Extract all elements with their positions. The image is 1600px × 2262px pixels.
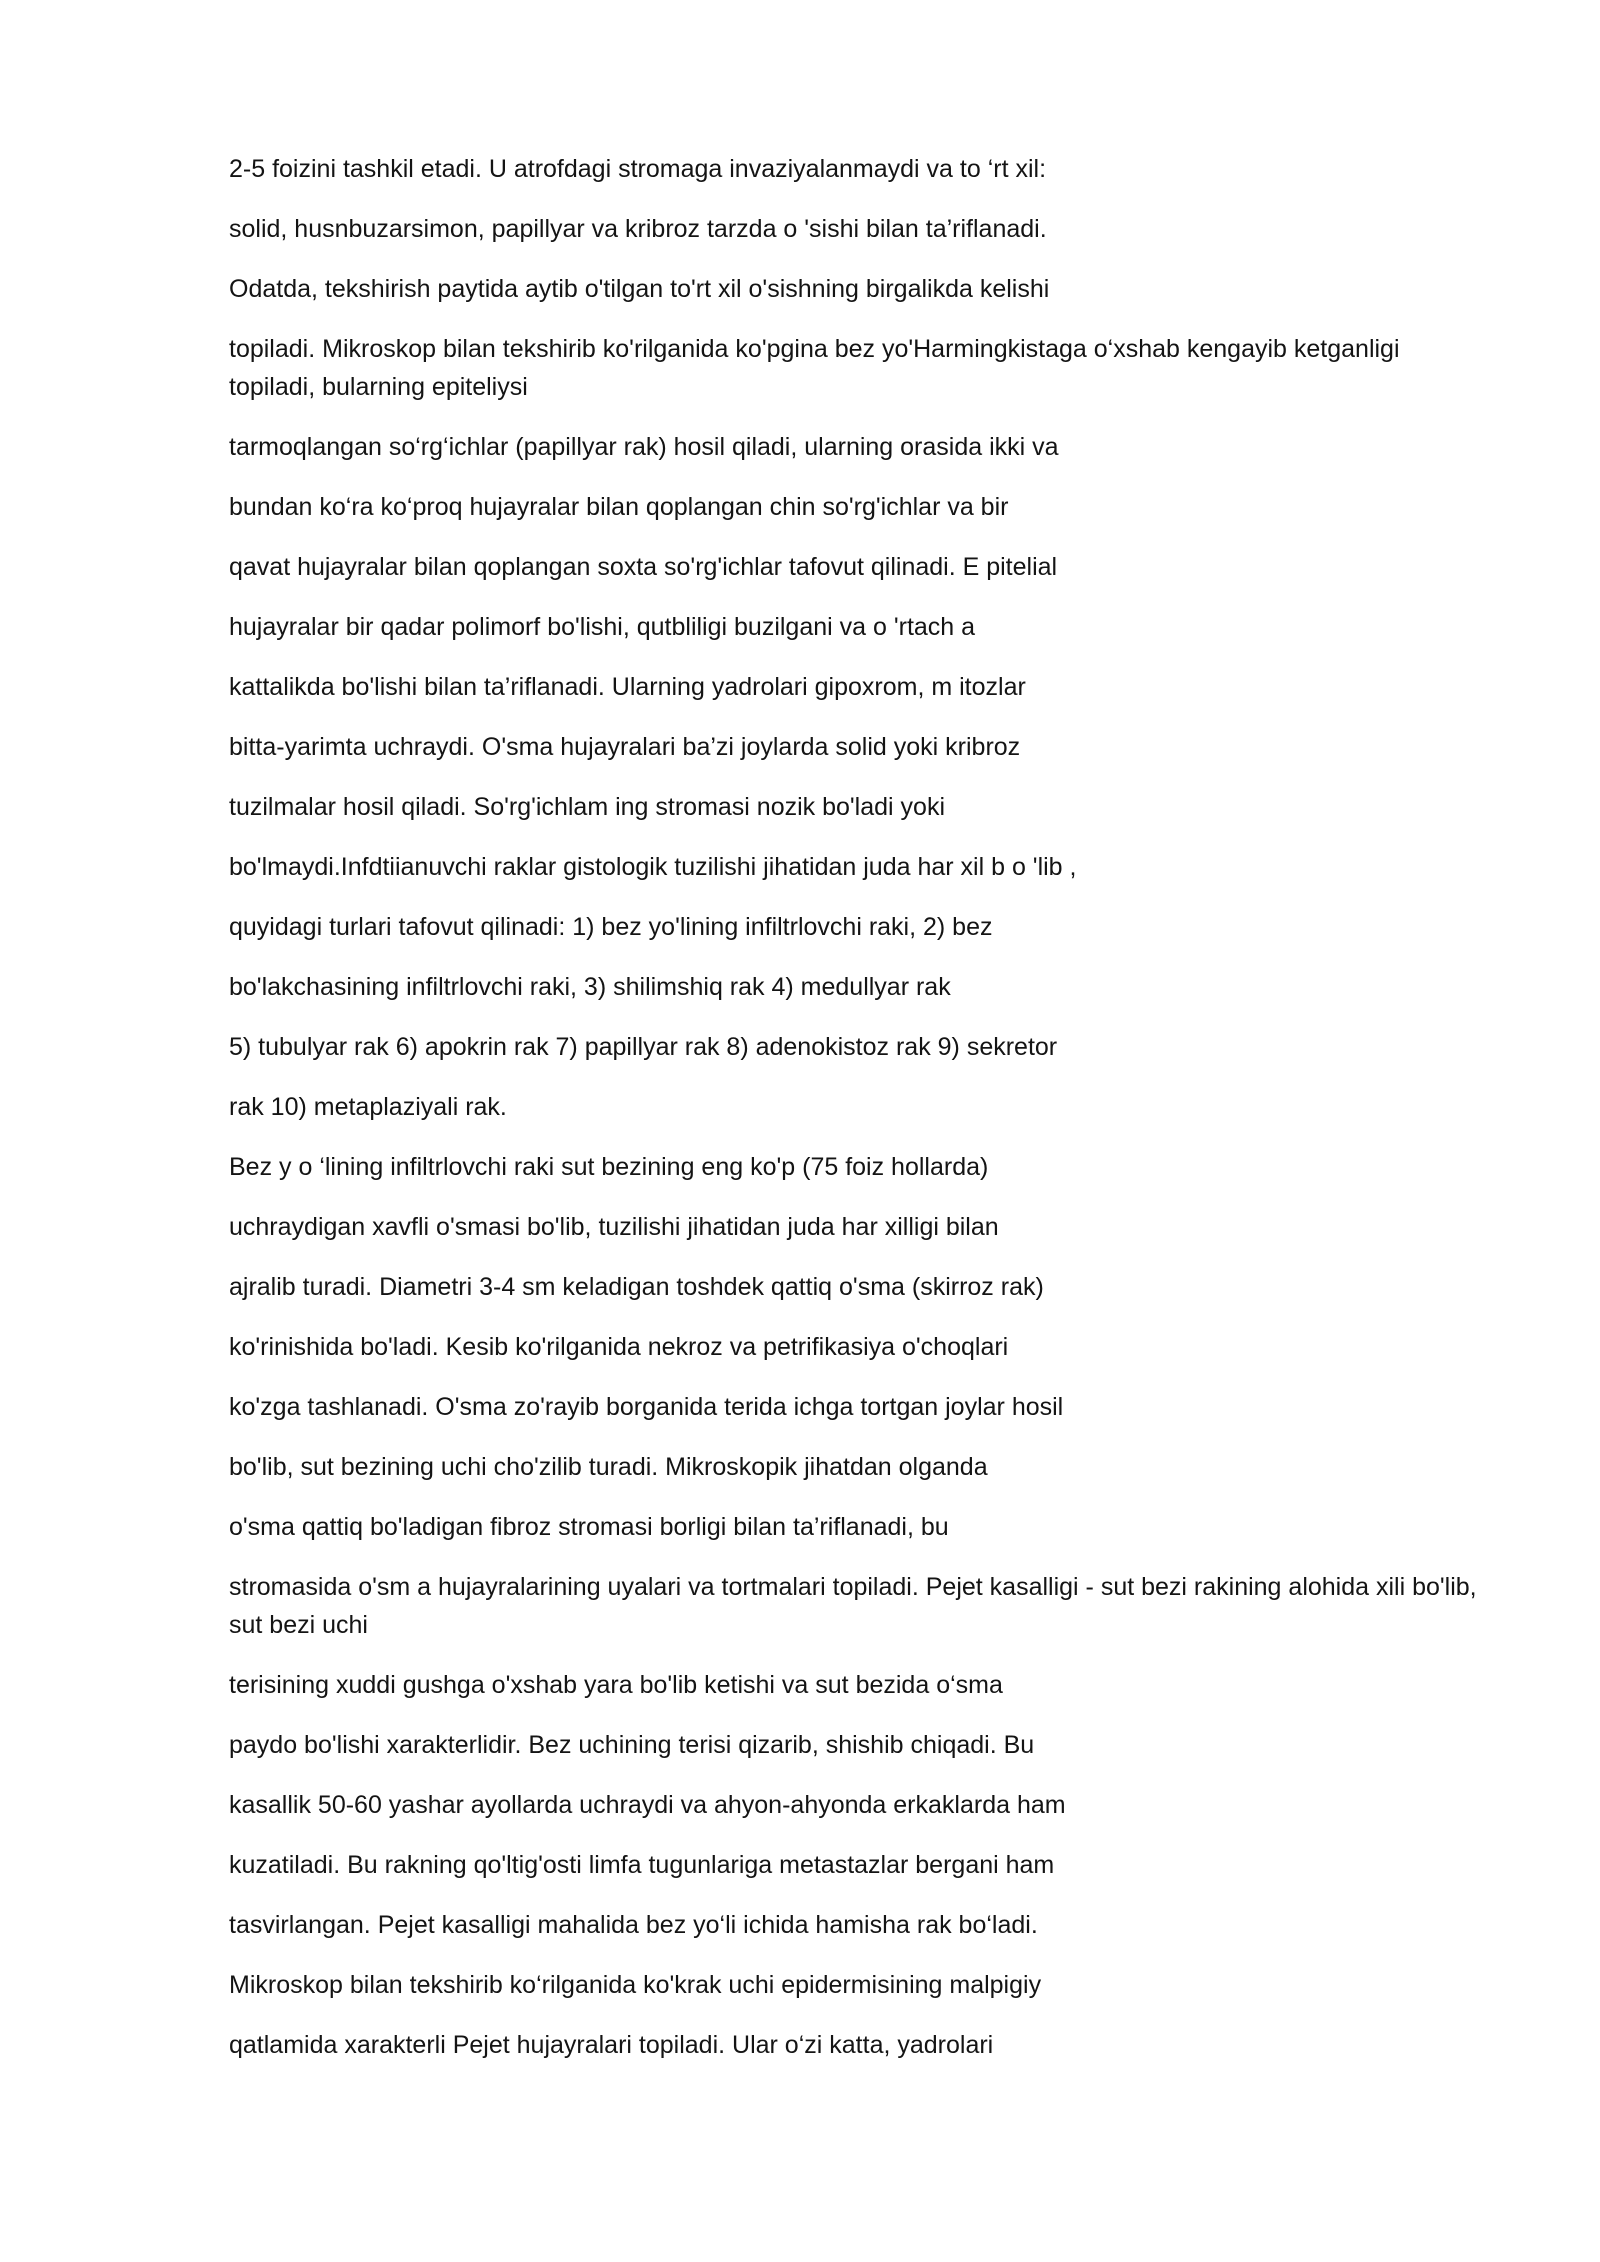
- paragraph: 5) tubulyar rak 6) apokrin rak 7) papillyar rak 8) adenokistoz rak 9) sekretor: [229, 1033, 1058, 1061]
- paragraph: bo'lib, sut bezining uchi cho'zilib turadi. Mikroskopik jihatdan olganda: [229, 1453, 988, 1481]
- paragraph: bitta-yarimta uchraydi. O'sma hujayralari ba’zi joylarda solid yoki kribroz: [229, 733, 1021, 761]
- paragraph: uchraydigan xavfli o'smasi bo'lib, tuzilishi jihatidan juda har xilligi bilan: [229, 1213, 999, 1241]
- paragraph: kattalikda bo'lishi bilan ta’riflanadi. Ularning yadrolari gipoxrom, m itozlar: [229, 673, 1026, 701]
- paragraph: qavat hujayralar bilan qoplangan soxta so'rg'ichlar tafovut qilinadi. E pitelial: [229, 553, 1058, 581]
- paragraph: 2-5 foizini tashkil etadi. U atrofdagi stromaga invaziyalanmaydi va to ‘rt xil:: [229, 155, 1047, 183]
- paragraph: ko'rinishida bo'ladi. Kesib ko'rilganida nekroz va petrifikasiya o'choqlari: [229, 1333, 1009, 1361]
- paragraph: tarmoqlangan so‘rg‘ichlar (papillyar rak) hosil qiladi, ularning orasida ikki va: [229, 433, 1059, 461]
- paragraph: quyidagi turlari tafovut qilinadi: 1) bez yo'lining infiltrlovchi raki, 2) bez: [229, 913, 993, 941]
- paragraph: paydo bo'lishi xarakterlidir. Bez uchining terisi qizarib, shishib chiqadi. Bu: [229, 1731, 1035, 1759]
- paragraph: tasvirlangan. Pejet kasalligi mahalida bez yo‘li ichida hamisha rak bo‘ladi.: [229, 1911, 1038, 1939]
- paragraph: o'sma qattiq bo'ladigan fibroz stromasi borligi bilan ta’riflanadi, bu: [229, 1513, 949, 1541]
- paragraph: qatlamida xarakterli Pejet hujayralari topiladi. Ular o‘zi katta, yadrolari: [229, 2031, 994, 2059]
- paragraph: Bez y o ‘lining infiltrlovchi raki sut bezining eng ko'p (75 foiz hollarda): [229, 1153, 989, 1181]
- paragraph: Mikroskop bilan tekshirib ko‘rilganida ko'krak uchi epidermisining malpigiy: [229, 1971, 1042, 1999]
- paragraph: ajralib turadi. Diametri 3-4 sm keladigan toshdek qattiq o'sma (skirroz rak): [229, 1273, 1044, 1301]
- paragraph: rak 10) metaplaziyali rak.: [229, 1093, 507, 1121]
- document-body: [229, 150, 1479, 2086]
- paragraph: kasallik 50-60 yashar ayollarda uchraydi va ahyon-ahyonda erkaklarda ham: [229, 1791, 1066, 1819]
- paragraph: bo'lakchasining infiltrlovchi raki, 3) shilimshiq rak 4) medullyar rak: [229, 973, 951, 1001]
- paragraph: tuzilmalar hosil qiladi. So'rg'ichlam ing stromasi nozik bo'ladi yoki: [229, 793, 946, 821]
- paragraph: topiladi. Mikroskop bilan tekshirib ko'rilganida ko'pgina bez yo'Harmingkistaga o‘xshab kengayib ketganligi topiladi, bularning epiteliysi: [229, 335, 1400, 401]
- paragraph: hujayralar bir qadar polimorf bo'lishi, qutbliligi buzilgani va o 'rtach a: [229, 613, 976, 641]
- paragraph: kuzatiladi. Bu rakning qo'ltig'osti limfa tugunlariga metastazlar bergani ham: [229, 1851, 1055, 1879]
- paragraph: bo'lmaydi.Infdtiianuvchi raklar gistologik tuzilishi jihatidan juda har xil b o 'lib ,: [229, 853, 1077, 881]
- paragraph: bundan ko‘ra ko‘proq hujayralar bilan qoplangan chin so'rg'ichlar va bir: [229, 493, 1009, 521]
- paragraph: solid, husnbuzarsimon, papillyar va kribroz tarzda o 'sishi bilan ta’riflanadi.: [229, 215, 1047, 243]
- paragraph: terisining xuddi gushga o'xshab yara bo'lib ketishi va sut bezida o‘sma: [229, 1671, 1003, 1699]
- paragraph: stromasida o'sm a hujayralarining uyalari va tortmalari topiladi. Pejet kasalligi - sut bezi rakining alohida xili bo'lib, sut bezi uchi: [229, 1573, 1477, 1639]
- paragraph: ko'zga tashlanadi. O'sma zo'rayib borganida terida ichga tortgan joylar hosil: [229, 1393, 1064, 1421]
- paragraph: Odatda, tekshirish paytida aytib o'tilgan to'rt xil o'sishning birgalikda kelishi: [229, 275, 1050, 303]
